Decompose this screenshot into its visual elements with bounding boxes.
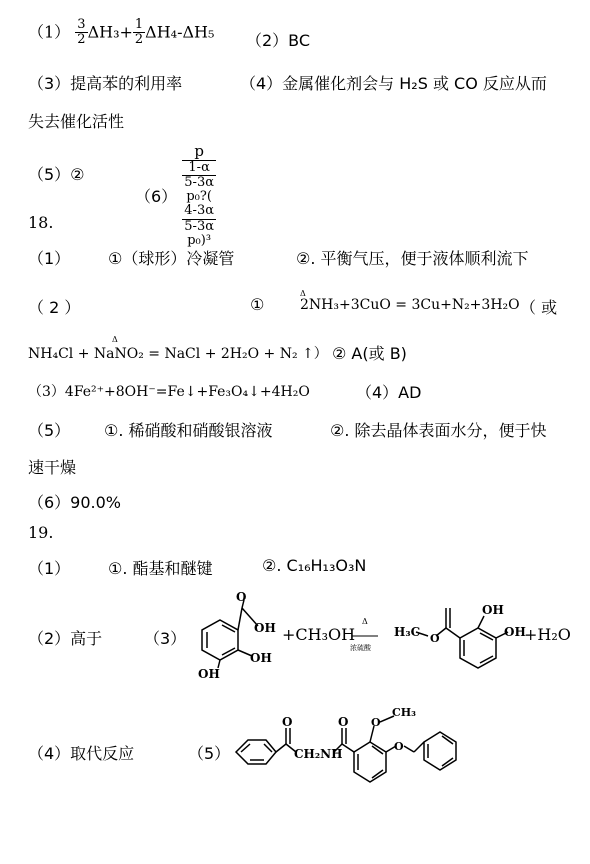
- oh-label: OH: [482, 603, 504, 617]
- delta-mark: Δ: [112, 335, 118, 344]
- q19-title: 19.: [28, 523, 54, 542]
- q19-1a: ①. 酯基和醚键: [108, 559, 213, 578]
- oh-label: OH: [254, 621, 276, 635]
- kp-numerator: p: [182, 143, 216, 161]
- ketone-o: O: [282, 715, 293, 729]
- oh-label: OH: [250, 651, 272, 665]
- q17-4b: 失去催化活性: [28, 112, 125, 131]
- q19-3-label: （3）: [144, 629, 187, 648]
- q18-2-equation: 2NH₃+3CuO = 3Cu+N₂+3H₂O: [300, 297, 520, 313]
- fraction-den: 5-3α: [184, 218, 214, 234]
- ho-label: OH: [198, 667, 220, 681]
- q18-1a: ①（球形）冷凝管: [108, 249, 235, 268]
- q17-4a: （4）金属催化剂会与 H₂S 或 CO 反应从而: [240, 74, 547, 93]
- oh-label: OH: [504, 625, 526, 639]
- delta-mark: Δ: [300, 289, 306, 298]
- methoxy-o: O: [371, 716, 381, 729]
- q18-4: （4）AD: [356, 383, 422, 402]
- q18-2-b: ② A(或 B): [332, 344, 407, 363]
- fraction-num: 3: [77, 17, 86, 32]
- methyl-label: H₃C: [394, 625, 421, 639]
- kp-denominator: [182, 161, 216, 249]
- fraction-num: 1-α: [182, 161, 216, 176]
- q17-3: （3）提高苯的利用率: [28, 74, 183, 93]
- q18-1-label: （1）: [28, 249, 71, 268]
- q18-1b: ②. 平衡气压，便于液体顺利流下: [296, 249, 529, 268]
- fraction-3-2: [75, 18, 87, 48]
- fraction-num: 4-3α: [184, 203, 214, 219]
- delta-mark: Δ: [362, 617, 368, 626]
- q18-2-alt-equation: NH₄Cl + NaNO₂ = NaCl + 2H₂O + N₂ ↑）: [28, 346, 328, 362]
- q17-line1: [28, 18, 214, 48]
- q17-6-label: （6）: [135, 187, 178, 207]
- q18-2-circle: ①: [250, 295, 265, 314]
- carbonyl-o: O: [236, 592, 247, 604]
- term-dh3: ΔH₃+: [87, 22, 133, 42]
- q18-5a: ①. 稀硝酸和硝酸银溶液: [104, 421, 273, 440]
- term-dh4-dh5: ΔH₄-ΔH₅: [145, 22, 215, 42]
- q19-1b: ②. C₁₆H₁₃O₃N: [262, 556, 367, 575]
- q18-3-equation: （3）4Fe²⁺+8OH⁻=Fe↓+Fe₃O₄↓+4H₂O: [28, 384, 310, 400]
- fraction-den: 2: [77, 32, 86, 48]
- fraction-num: 1: [134, 17, 144, 32]
- kp-expression: [182, 143, 216, 248]
- q19-2: （2）高于: [28, 629, 103, 648]
- fraction-den: 5-3α: [184, 174, 214, 190]
- ether-o: O: [394, 740, 404, 753]
- q18-2-label: （ 2 ）: [28, 298, 81, 317]
- kp-end: p₀)³: [187, 232, 212, 248]
- q17-6: [135, 143, 216, 248]
- q19-4: （4）取代反应: [28, 744, 135, 763]
- q18-2-or: （ 或: [520, 298, 558, 317]
- q17-2: （2）BC: [246, 31, 311, 50]
- q17-1-label: （1）: [28, 22, 71, 42]
- plus-methanol: +CH₃OH: [282, 625, 356, 644]
- q18-5b: ②. 除去晶体表面水分，便于快: [330, 421, 547, 440]
- ester-o: O: [430, 632, 440, 645]
- q18-5-label: （5）: [28, 421, 71, 440]
- frac-1-alpha: [182, 161, 216, 191]
- fraction-1-2: [133, 18, 145, 48]
- kp-mid: p₀?(: [186, 189, 212, 205]
- q19-1-label: （1）: [28, 559, 71, 578]
- ch2nh-label: CH₂NH: [294, 747, 343, 761]
- frac-4-3alpha: [182, 204, 216, 234]
- q18-5c: 速干燥: [28, 458, 77, 477]
- compound-structure: [228, 702, 468, 794]
- fraction-den: 2: [134, 32, 144, 48]
- esterification-reaction: [180, 592, 580, 684]
- q17-5: （5）②: [28, 165, 85, 184]
- q19-5-label: （5）: [188, 744, 231, 763]
- q18-title: 18.: [28, 213, 54, 232]
- amide-o: O: [338, 715, 349, 729]
- methyl-label: CH₃: [392, 706, 416, 719]
- plus-water: +H₂O: [524, 625, 571, 644]
- q18-6: （6）90.0%: [28, 493, 122, 512]
- catalyst-label: 浓硫酸: [350, 644, 371, 652]
